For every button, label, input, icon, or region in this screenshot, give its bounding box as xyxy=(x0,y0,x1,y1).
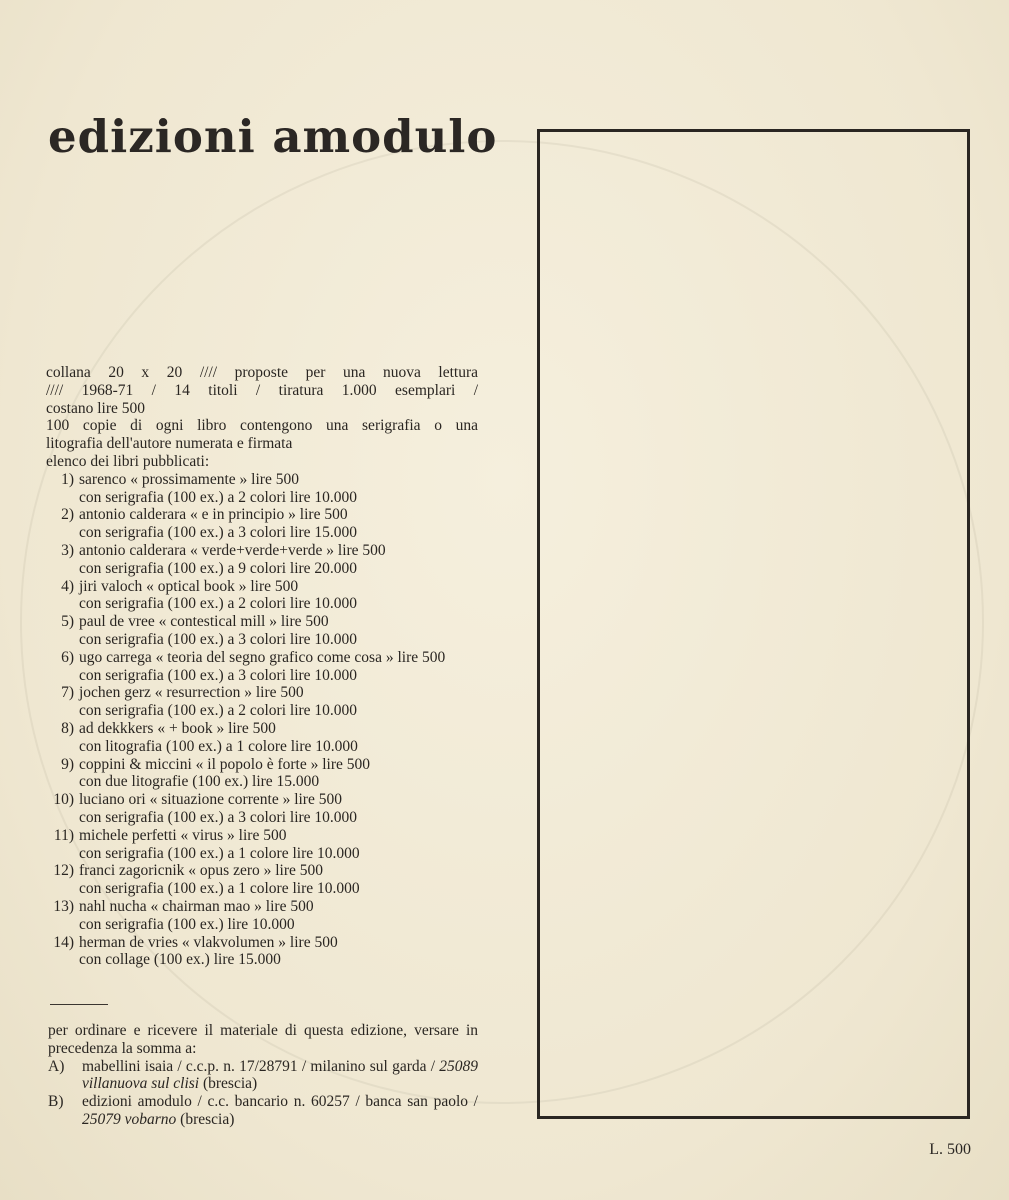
book-edition: con serigrafia (100 ex.) a 2 colori lire 10.000 xyxy=(79,488,358,506)
book-edition: con serigrafia (100 ex.) a 3 colori lire 10.000 xyxy=(79,630,358,648)
book-number: 11) xyxy=(53,826,74,844)
book-number: 6) xyxy=(61,648,74,666)
book-title: sarenco « prossimamente » lire 500 xyxy=(79,470,299,488)
book-title: luciano ori « situazione corrente » lire 500 xyxy=(79,791,342,809)
book-number: 5) xyxy=(61,613,74,631)
book-item xyxy=(46,898,478,934)
book-number: 7) xyxy=(61,684,74,702)
book-item xyxy=(46,684,478,720)
option-b-address: 25079 vobarno xyxy=(82,1110,177,1128)
book-title: antonio calderara « verde+verde+verde » lire 500 xyxy=(79,541,386,559)
intro-line: litografia dell'autore numerata e firmata xyxy=(46,435,293,453)
book-item xyxy=(46,506,478,542)
intro-line: //// 1968-71 / 14 titoli / tiratura 1.000 esemplari / xyxy=(46,381,478,399)
book-edition: con serigrafia (100 ex.) a 1 colore lire 10.000 xyxy=(79,844,360,862)
cover-price: L. 500 xyxy=(929,1141,971,1158)
book-number: 12) xyxy=(53,862,74,880)
book-title: antonio calderara « e in principio » lire 500 xyxy=(79,506,348,524)
book-item xyxy=(46,649,478,685)
option-b-text: edizioni amodulo / c.c. bancario n. 60257 / banca san paolo / xyxy=(82,1093,478,1111)
book-title: michele perfetti « virus » lire 500 xyxy=(79,826,287,844)
book-title: coppini & miccini « il popolo è forte » lire 500 xyxy=(79,755,370,773)
book-edition: con serigrafia (100 ex.) a 9 colori lire 20.000 xyxy=(79,559,358,577)
book-number: 9) xyxy=(61,755,74,773)
section-divider xyxy=(50,1004,108,1005)
page-title: edizioni amodulo xyxy=(48,110,498,163)
book-edition: con collage (100 ex.) lire 15.000 xyxy=(79,951,281,969)
book-item xyxy=(46,542,478,578)
book-edition: con due litografie (100 ex.) lire 15.000 xyxy=(79,773,320,791)
intro-line: 100 copie di ogni libro contengono una serigrafia o una xyxy=(46,417,478,435)
book-title: paul de vree « contestical mill » lire 500 xyxy=(79,613,329,631)
payment-option-b xyxy=(48,1093,478,1129)
book-item xyxy=(46,613,478,649)
book-title: jiri valoch « optical book » lire 500 xyxy=(79,577,299,595)
book-number: 8) xyxy=(61,719,74,737)
intro-line: costano lire 500 xyxy=(46,399,146,417)
book-edition: con serigrafia (100 ex.) a 1 colore lire 10.000 xyxy=(79,880,360,898)
book-edition: con litografia (100 ex.) a 1 colore lire 10.000 xyxy=(79,737,358,755)
book-title: jochen gerz « resurrection » lire 500 xyxy=(79,684,304,702)
book-item xyxy=(46,791,478,827)
book-number: 1) xyxy=(61,470,74,488)
option-label: B) xyxy=(48,1093,64,1111)
book-item xyxy=(46,720,478,756)
book-edition: con serigrafia (100 ex.) a 3 colori lire 10.000 xyxy=(79,666,358,684)
book-edition: con serigrafia (100 ex.) a 3 colori lire 15.000 xyxy=(79,524,358,542)
book-title: nahl nucha « chairman mao » lire 500 xyxy=(79,897,314,915)
option-label: A) xyxy=(48,1057,65,1075)
option-a-address: 25089 villanuova sul clisi xyxy=(82,1057,479,1093)
book-item xyxy=(46,934,478,970)
book-item xyxy=(46,471,478,507)
payment-option-a xyxy=(48,1058,478,1094)
book-edition: con serigrafia (100 ex.) lire 10.000 xyxy=(79,915,295,933)
book-item xyxy=(46,862,478,898)
book-number: 14) xyxy=(53,933,74,951)
book-number: 13) xyxy=(53,897,74,915)
option-b-province: (brescia) xyxy=(180,1110,235,1128)
book-item xyxy=(46,756,478,792)
empty-frame xyxy=(537,129,970,1119)
order-instructions xyxy=(48,1022,478,1129)
option-a-province: (brescia) xyxy=(202,1075,258,1093)
book-edition: con serigrafia (100 ex.) a 2 colori lire 10.000 xyxy=(79,702,358,720)
order-intro: per ordinare e ricevere il materiale di questa edizione, versare in precedenza la somma a: xyxy=(48,1022,478,1057)
book-number: 4) xyxy=(61,577,74,595)
book-title: herman de vries « vlakvolumen » lire 500 xyxy=(79,933,338,951)
book-title: franci zagoricnik « opus zero » lire 500 xyxy=(79,862,324,880)
book-edition: con serigrafia (100 ex.) a 2 colori lire 10.000 xyxy=(79,595,358,613)
book-item xyxy=(46,827,478,863)
intro-line: collana 20 x 20 //// proposte per una nuova lettura xyxy=(46,364,478,381)
catalog-text xyxy=(46,364,478,969)
book-title: ad dekkkers « + book » lire 500 xyxy=(79,719,276,737)
book-number: 3) xyxy=(61,541,74,559)
book-title: ugo carrega « teoria del segno grafico come cosa » lire 500 xyxy=(79,648,446,666)
book-list xyxy=(46,471,478,969)
book-edition: con serigrafia (100 ex.) a 3 colori lire 10.000 xyxy=(79,808,358,826)
book-number: 2) xyxy=(61,506,74,524)
book-item xyxy=(46,578,478,614)
book-number: 10) xyxy=(53,791,74,809)
option-a-text: mabellini isaia / c.c.p. n. 17/28791 / milanino sul garda / xyxy=(82,1057,436,1075)
intro-line: elenco dei libri pubblicati: xyxy=(46,452,210,470)
